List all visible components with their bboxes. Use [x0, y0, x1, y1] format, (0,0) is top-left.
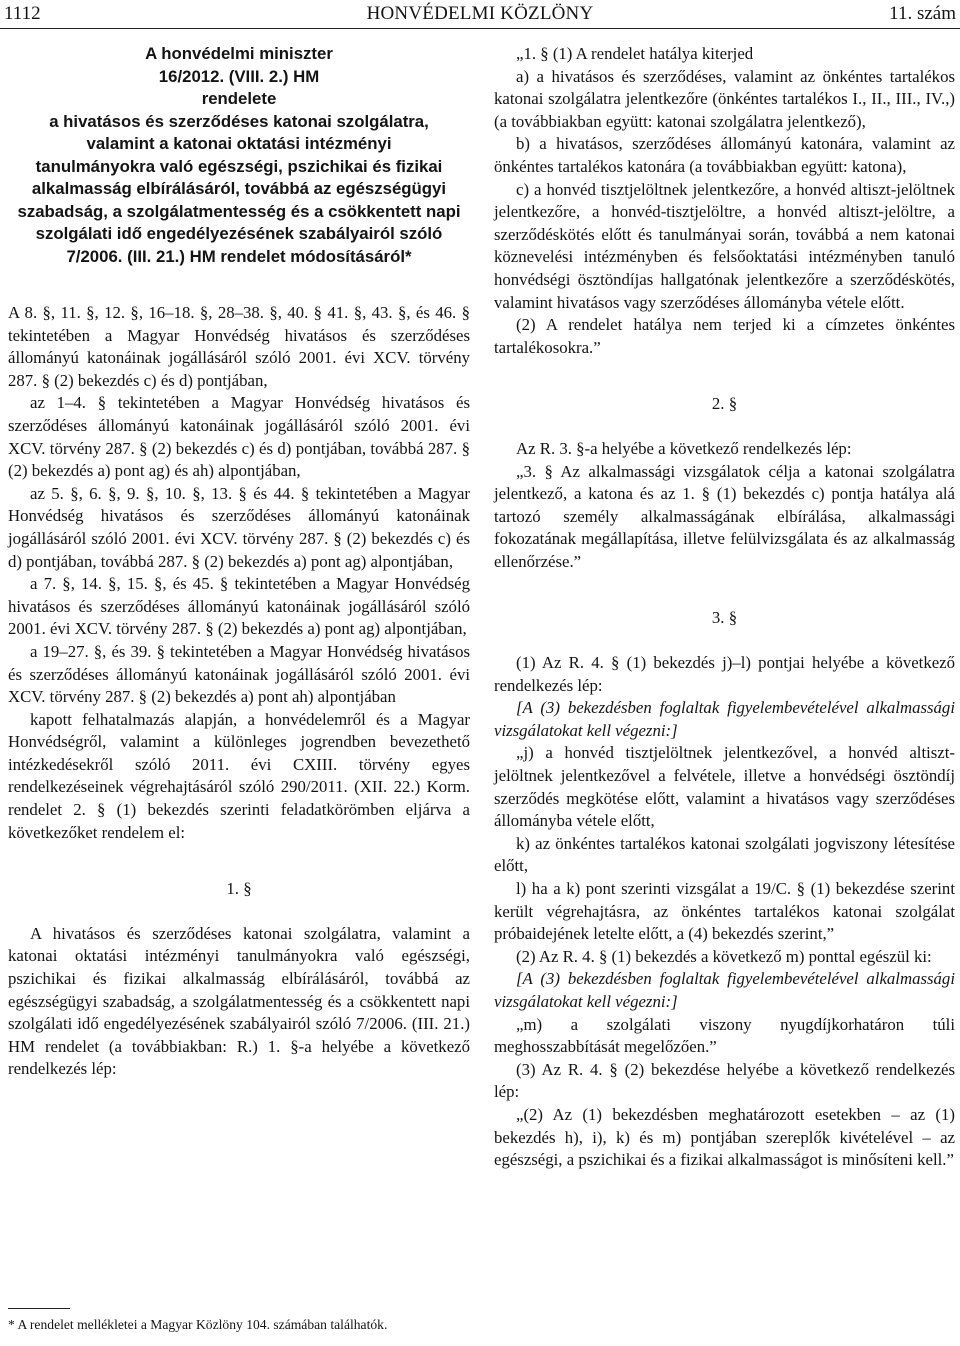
authorization-paragraph: kapott felhatalmazás alapján, a honvédelemről és a Magyar Honvédségről, valamint a különleges jogrendben bevezethető intézkedésekről szóló 2011. évi CXIII. törvény egyes rendelkezéseinek végrehajtásáról szóló 290/2011. (XII. 22.) Korm. rendelet 2. § (1) bekezdés szerinti feladatkörömben eljárva a következőket rendelem el:: [8, 709, 470, 842]
paragraph: „j) a honvéd tisztjelöltnek jelentkezővel, a honvéd altiszt-jelöltnek jelentkezővel a felvétele, illetve a honvédségi ösztöndíj szerződés megkötése előtt, valamint a hivatásos vagy szerződéses állományba vétele előtt,: [494, 743, 955, 831]
title-line: valamint a katonai oktatási intézményi: [86, 134, 392, 153]
paragraph: „3. § Az alkalmassági vizsgálatok célja a katonai szolgálatra jelentkező, a katona és az 1. § (1) bekezdés c) pontja hatálya alá tartozó személy alkalmasságának elbírálása, alkalmassági fokozatának megállapítása, illetve felülvizsgálata és az alkalmasság ellenőrzése.”: [494, 461, 955, 571]
authorization-paragraph: a 7. §, 14. §, 15. §, és 45. § tekintetében a Magyar Honvédség hivatásos és szerződéses állományú katonáinak jogállásáról szóló 2001. évi XCV. törvény 287. § (2) bekezdés a) pont ag) alpontjában,: [8, 574, 470, 639]
title-line: 16/2012. (VIII. 2.) HM: [158, 66, 320, 86]
paragraph: l) ha a k) pont szerinti vizsgálat a 19/C. § (1) bekezdése szerint került végrehajtásra, az önkéntes tartalékos katonai szolgálat próbaidejének letelte előtt, a (4) bekezdés szerint,”: [494, 879, 955, 944]
section-heading-2: 2. §: [711, 394, 738, 414]
right-column: [494, 43, 955, 1172]
authorization-paragraph: az 1–4. § tekintetében a Magyar Honvédség hivatásos és szerződéses állományú katonáinak jogállásáról szóló 2001. évi XCV. törvény 287. § (2) bekezdés c) és d) pontjában, továbbá 287. § (2) bekezdés a) pont ag) és ah) alpontjában,: [8, 393, 470, 481]
paragraph: k) az önkéntes tartalékos katonai szolgálati jogviszony létesítése előtt,: [494, 833, 955, 876]
italic-note: [A (3) bekezdésben foglaltak figyelembevételével alkalmassági vizsgálatokat kell végezni:]: [494, 698, 955, 740]
paragraph: „1. § (1) A rendelet hatálya kiterjed: [516, 44, 754, 63]
page-number: 1112: [4, 3, 41, 24]
paragraph: b) a hivatásos, szerződéses állományú katonára, valamint az önkéntes tartalékos katonára (a továbbiakban együtt: katona),: [494, 134, 955, 176]
page-header: [0, 0, 960, 28]
paragraph: c) a honvéd tisztjelöltnek jelentkezőre, a honvéd altiszt-jelöltnek jelentkezőre, a honvéd-tisztjelöltre, a honvéd altiszt-jelöltre, a szerződéskötés előtt és tanulmányai során, továbbá a nem katonai köznevelési intézményben és felsőoktatási intézményben tanuló honvédségi ösztöndíjas hallgatónak jelentkezőre a szerződéskötés, valamint hivatásos vagy szerződéses állományba vétele előtt.: [494, 179, 955, 312]
issue-number: 11. szám: [889, 3, 956, 24]
decree-title: [8, 43, 470, 268]
title-line: szolgálati idő engedélyezésének szabályairól szóló: [35, 224, 443, 243]
authorization-paragraph: a 19–27. §, és 39. § tekintetében a Magyar Honvédség hivatásos és szerződéses állományú katonáinak jogállásáról szóló 2001. évi XCV. törvény 287. § (2) bekezdés a) pont ah) alpontjában: [8, 641, 470, 707]
title-line: a hivatásos és szerződéses katonai szolgálatra,: [49, 111, 429, 131]
paragraph: (1) Az R. 4. § (1) bekezdés j)–l) pontjai helyébe a következő rendelkezés lép:: [494, 653, 955, 695]
paragraph: „(2) Az (1) bekezdésben meghatározott esetekben – az (1) bekezdés h), i), k) és m) pontjában szereplők kivételével – az egészségi, a pszichikai és a fizikai alkalmasságot is minősíteni kell.”: [494, 1104, 955, 1170]
section-heading-3: 3. §: [711, 608, 738, 628]
italic-note: [A (3) bekezdésben foglaltak figyelembevételével alkalmassági vizsgálatokat kell végezni:]: [494, 969, 955, 1011]
paragraph: (2) Az R. 4. § (1) bekezdés a következő m) ponttal egészül ki:: [516, 946, 932, 966]
section-heading-1: 1. §: [226, 879, 252, 899]
footnote: * A rendelet mellékletei a Magyar Közlöny 104. számában találhatók.: [8, 1317, 388, 1332]
title-line: szabadság, a szolgálatmentesség és a csökkentett napi: [17, 201, 461, 221]
paragraph: „m) a szolgálati viszony nyugdíjkorhatáron túli meghosszabbítását megelőzően.”: [494, 1014, 955, 1057]
paragraph: Az R. 3. §-a helyébe a következő rendelkezés lép:: [516, 438, 852, 458]
title-line: tanulmányokra való egészségi, pszichikai és fizikai: [35, 156, 443, 176]
section-1-text: A hivatásos és szerződéses katonai szolgálatra, valamint a katonai oktatási intézményi tanulmányokra való egészségi, pszichikai és fizikai alkalmasság elbírálásáról, továbbá az egészségügyi szabadság, a szolgálatmentesség és a csökkentett napi szolgálati idő engedélyezésének szabályairól szóló 7/2006. (III. 21.) HM rendelet (a továbbiakban: R.) 1. §-a helyébe a következő rendelkezés lép:: [8, 923, 470, 1079]
authorization-paragraph: A 8. §, 11. §, 12. §, 16–18. §, 28–38. §, 40. § 41. §, 43. §, és 46. § tekintetében a Magyar Honvédség hivatásos és szerződéses állományú katonáinak jogállásáról szóló 2001. évi XCV. törvény 287. § (2) bekezdés c) és d) pontjában,: [8, 303, 470, 390]
left-column: [8, 43, 470, 1081]
paragraph: (2) A rendelet hatálya nem terjed ki a címzetes önkéntes tartalékosokra.”: [494, 315, 955, 357]
paragraph: (3) Az R. 4. § (2) bekezdése helyébe a következő rendelkezés lép:: [494, 1059, 955, 1102]
authorization-paragraph: az 5. §, 6. §, 9. §, 10. §, 13. § és 44. § tekintetében a Magyar Honvédség hivatásos és szerződéses állományú katonáinak jogállásáról szóló 2001. évi XCV. törvény 287. § (2) bekezdés c) és d) pontjában, továbbá 287. § (2) bekezdés a) pont ag) alpontjában,: [8, 483, 470, 571]
title-line: alkalmasság elbírálásáról, továbbá az egészségügyi: [31, 179, 447, 198]
title-line: 7/2006. (III. 21.) HM rendelet módosításáról*: [66, 246, 412, 266]
footnote-rule: [8, 1308, 70, 1309]
paragraph: a) a hivatásos és szerződéses, valamint az önkéntes tartalékos katonai szolgálatra jelentkezőre (önkéntes tartalékos I., II., III., IV.,) (a továbbiakban együtt: katonai szolgálatra jelentkező),: [494, 66, 955, 131]
journal-title: HONVÉDELMI KÖZLÖNY: [366, 3, 594, 24]
title-line: A honvédelmi miniszter: [145, 44, 333, 63]
header-rule: [0, 28, 960, 29]
title-line: rendelete: [201, 89, 277, 108]
